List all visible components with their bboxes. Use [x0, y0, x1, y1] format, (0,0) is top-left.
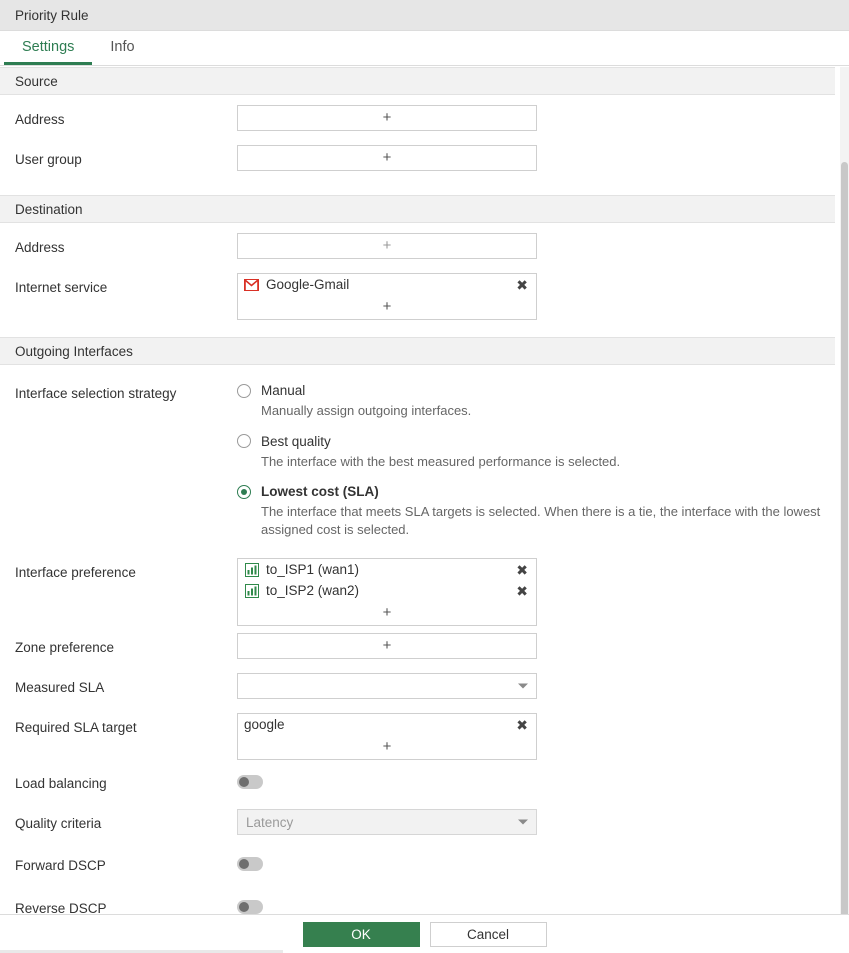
toggle-knob: [239, 777, 249, 787]
row-internet-service: [0, 273, 849, 320]
radio-option-manual[interactable]: [237, 383, 849, 420]
destination-address-add-button[interactable]: +: [382, 237, 392, 254]
dialog-footer: [0, 914, 849, 953]
zone-preference-field[interactable]: [237, 633, 537, 659]
radio-manual-label: Manual: [261, 383, 306, 398]
table-row[interactable]: [238, 559, 536, 580]
radio-option-best-quality[interactable]: [237, 434, 849, 471]
radio-lowest-cost[interactable]: [237, 485, 251, 499]
list-item[interactable]: [238, 714, 536, 735]
source-address-add-button[interactable]: +: [382, 109, 392, 126]
label-interface-strategy: Interface selection strategy: [15, 386, 177, 401]
radio-manual-desc: Manually assign outgoing interfaces.: [261, 403, 472, 418]
interface-preference-add-button[interactable]: +: [382, 604, 392, 622]
measured-sla-select[interactable]: [237, 673, 537, 699]
tab-settings-label: Settings: [22, 38, 75, 55]
scrollbar-thumb[interactable]: [841, 162, 848, 932]
close-icon[interactable]: ✖: [516, 716, 528, 733]
required-sla-target-field[interactable]: [237, 713, 537, 760]
table-row[interactable]: [238, 580, 536, 601]
interface-preference-item-label: to_ISP2 (wan2): [266, 583, 360, 599]
forward-dscp-toggle[interactable]: [237, 857, 263, 871]
section-header-source: [0, 67, 835, 95]
required-sla-target-add-button[interactable]: +: [382, 738, 392, 756]
label-zone-preference: Zone preference: [15, 640, 115, 656]
zone-preference-add-button[interactable]: +: [382, 637, 392, 655]
list-item[interactable]: [238, 274, 536, 295]
row-interface-strategy: [0, 379, 849, 552]
required-sla-target-item-label: google: [244, 717, 285, 733]
label-forward-dscp: Forward DSCP: [15, 858, 106, 874]
source-usergroup-field[interactable]: [237, 145, 537, 171]
interface-preference-item-label: to_ISP1 (wan1): [266, 562, 360, 578]
close-icon[interactable]: ✖: [516, 582, 528, 599]
radio-best-quality-desc: The interface with the best measured performance is selected.: [261, 453, 621, 469]
row-source-usergroup: [0, 145, 849, 178]
interface-icon: [244, 583, 259, 598]
row-interface-preference: [0, 558, 849, 626]
chevron-down-icon: [518, 820, 528, 825]
source-address-field[interactable]: [237, 105, 537, 131]
toggle-knob: [239, 902, 249, 912]
radio-option-lowest-cost[interactable]: [237, 484, 849, 538]
label-source-address: Address: [15, 112, 65, 127]
tab-info[interactable]: [92, 31, 152, 65]
close-icon[interactable]: ✖: [516, 276, 528, 293]
row-quality-criteria: [0, 809, 849, 842]
label-load-balancing: Load balancing: [15, 776, 107, 792]
radio-lowest-cost-label: Lowest cost (SLA): [261, 484, 379, 500]
section-header-outgoing: [0, 337, 835, 365]
radio-best-quality[interactable]: [237, 434, 251, 448]
radio-best-quality-label: Best quality: [261, 433, 331, 449]
gmail-icon: [244, 277, 259, 292]
radio-manual[interactable]: [237, 384, 251, 398]
label-reverse-dscp: Reverse DSCP: [15, 901, 107, 914]
label-required-sla-target: Required SLA target: [15, 720, 137, 736]
label-quality-criteria: Quality criteria: [15, 816, 102, 832]
section-title-outgoing: Outgoing Interfaces: [15, 343, 133, 359]
quality-criteria-value: Latency: [246, 814, 294, 830]
radio-lowest-cost-desc: The interface that meets SLA targets is selected. When there is a tie, the interface with the lowest assigned cost is selected.: [261, 504, 821, 537]
dialog-titlebar: [0, 0, 849, 31]
reverse-dscp-toggle[interactable]: [237, 900, 263, 914]
interface-preference-field[interactable]: [237, 558, 537, 626]
interface-icon: [244, 562, 259, 577]
label-source-usergroup: User group: [15, 152, 82, 167]
internet-service-field[interactable]: [237, 273, 537, 320]
internet-service-add-button[interactable]: +: [382, 298, 392, 315]
quality-criteria-select[interactable]: [237, 809, 537, 835]
row-measured-sla: [0, 673, 849, 706]
source-usergroup-add-button[interactable]: +: [382, 149, 392, 166]
tab-settings[interactable]: [4, 31, 92, 65]
page-title: Priority Rule: [15, 7, 89, 23]
section-header-destination: [0, 195, 835, 223]
row-required-sla-target: [0, 713, 849, 760]
label-internet-service: Internet service: [15, 280, 108, 295]
label-interface-preference: Interface preference: [15, 565, 136, 581]
vertical-scrollbar[interactable]: [840, 67, 849, 914]
cancel-button[interactable]: Cancel: [430, 922, 547, 947]
internet-service-item-label: Google-Gmail: [266, 277, 350, 292]
settings-pane: [0, 67, 849, 914]
label-measured-sla: Measured SLA: [15, 680, 105, 696]
section-title-destination: Destination: [15, 201, 83, 217]
close-icon[interactable]: ✖: [516, 561, 528, 578]
tab-strip: [0, 31, 849, 66]
tab-info-label: Info: [110, 38, 135, 55]
row-zone-preference: [0, 633, 849, 666]
load-balancing-toggle[interactable]: [237, 775, 263, 789]
row-source-address: [0, 105, 849, 138]
row-reverse-dscp: [0, 894, 849, 914]
chevron-down-icon: [518, 684, 528, 689]
label-destination-address: Address: [15, 240, 65, 255]
row-destination-address: [0, 233, 849, 266]
row-load-balancing: [0, 769, 849, 802]
ok-button[interactable]: OK: [303, 922, 420, 947]
destination-address-field[interactable]: [237, 233, 537, 259]
toggle-knob: [239, 859, 249, 869]
row-forward-dscp: [0, 851, 849, 884]
section-title-source: Source: [15, 73, 58, 89]
